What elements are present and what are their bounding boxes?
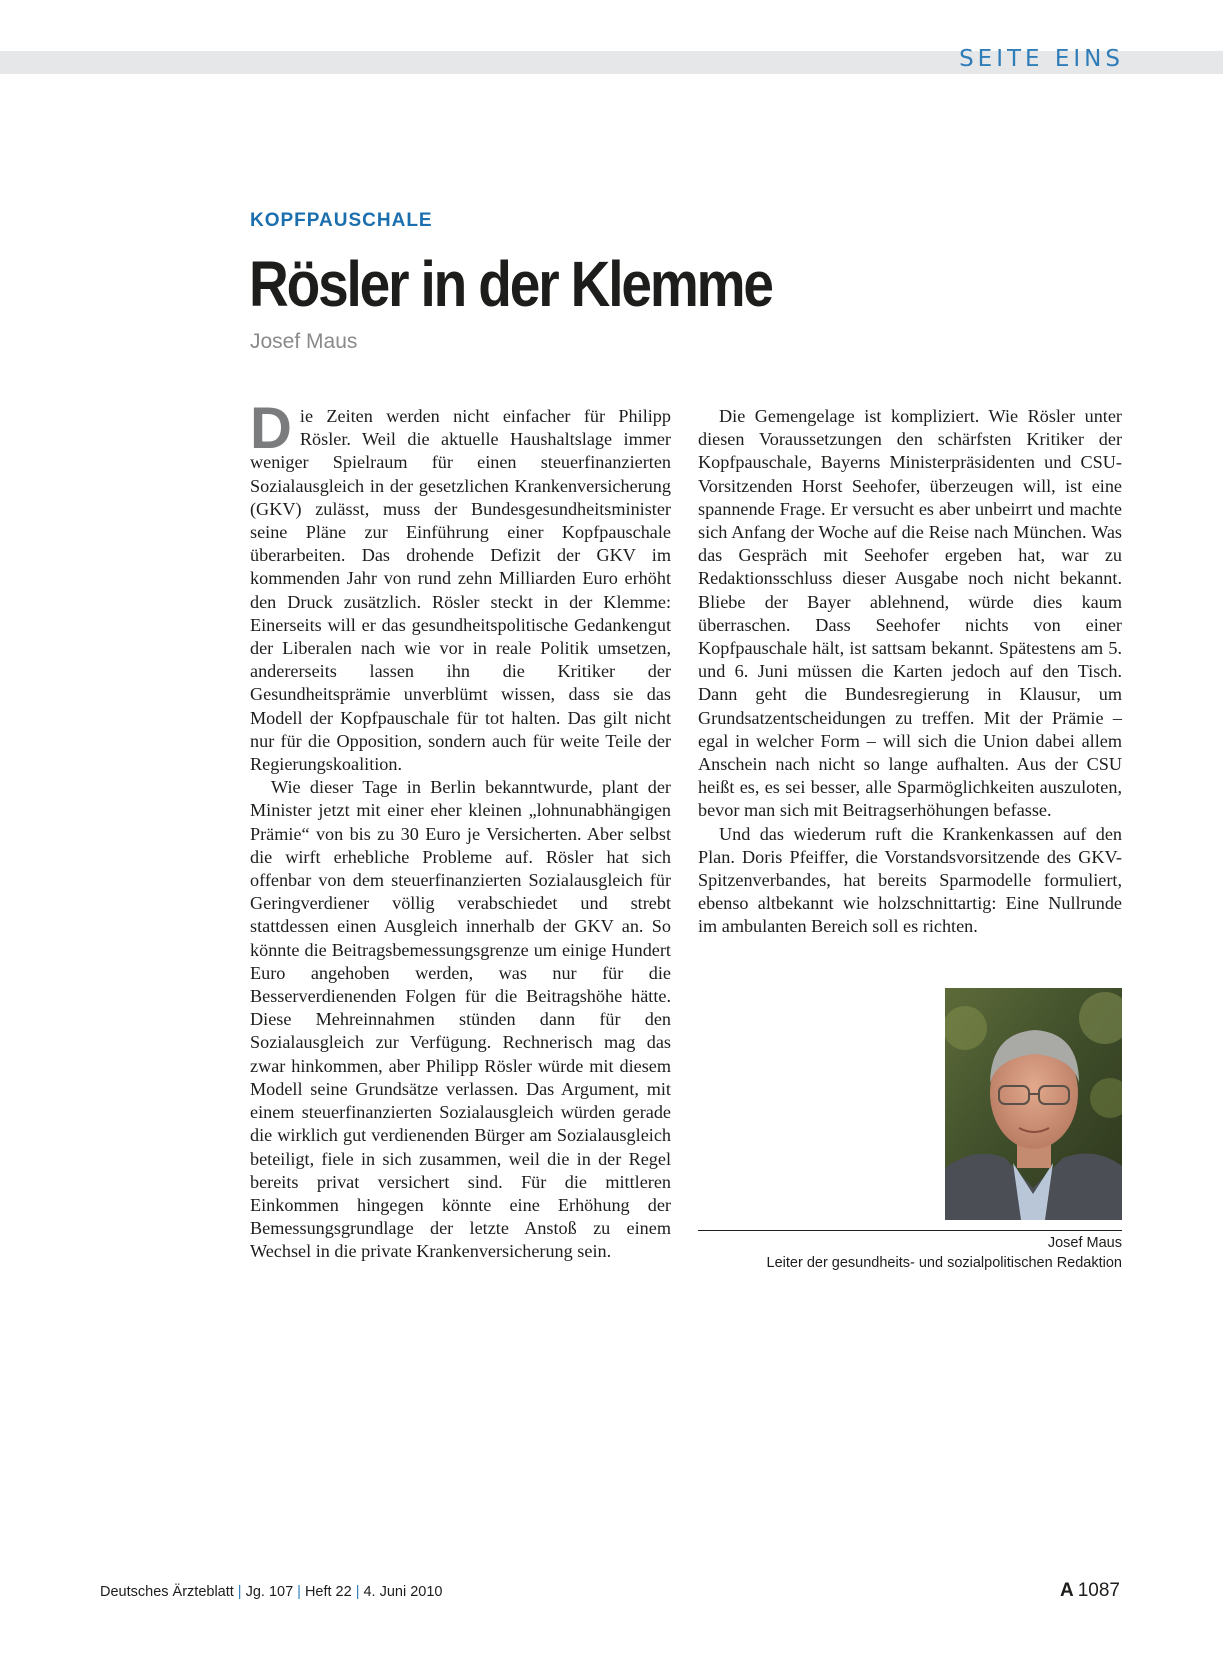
footer-separator: | — [237, 1584, 242, 1600]
footer-issue: Heft 22 — [304, 1584, 352, 1600]
article-column-left — [250, 396, 671, 1264]
paragraph-1 — [250, 396, 671, 776]
article-kicker: KOPFPAUSCHALE — [250, 210, 433, 231]
footer-separator: | — [355, 1584, 360, 1600]
footer-citation — [100, 1584, 442, 1600]
article-column-right — [698, 405, 1122, 939]
article-author: Josef Maus — [250, 330, 358, 353]
page-number-value: 1087 — [1077, 1580, 1120, 1601]
article-title: Rösler in der Klemme — [249, 248, 772, 320]
footer-publication: Deutsches Ärzteblatt — [100, 1584, 234, 1600]
page-prefix: A — [1059, 1580, 1074, 1601]
footer-separator: | — [297, 1584, 301, 1600]
caption-name: Josef Maus — [1047, 1235, 1122, 1251]
paragraph-4: Und das wiederum ruft die Krankenkassen auf den Plan. Doris Pfeiffer, die Vorstandsvorsitzende des GKV-Spitzenverbandes, hat bereits Sparmodelle formuliert, ebenso altbekannt wie holzschnittartig: Eine Nullrunde im ambulanten Bereich soll es richten. — [698, 823, 1122, 937]
caption-role: Leiter der gesundheits- und sozialpolitischen Redaktion — [766, 1255, 1122, 1271]
page-number — [1060, 1580, 1120, 1602]
footer-date: 4. Juni 2010 — [363, 1584, 443, 1600]
drop-cap: D — [250, 396, 292, 461]
author-photo — [945, 988, 1122, 1220]
paragraph-3: Die Gemengelage ist kompliziert. Wie Rösler unter diesen Voraussetzungen den schärfsten Kritiker der Kopfpauschale, Bayerns Ministerpräsidenten und CSU-Vorsitzenden Horst Seehofer, überzeugen will, ist eine spannende Frage. Er versucht es aber unbeirrt und machte sich Anfang der Woche auf die Reise nach München. Was das Gespräch mit Seehofer ergeben hat, war zu Redaktionsschluss dieser Ausgabe noch nicht bekannt. Bliebe der Bayer ablehnend, würde dies kaum überraschen. Dass Seehofer nichts von einer Kopfpauschale hält, ist sattsam bekannt. Spätestens am 5. und 6. Juni müssen die Karten jedoch auf den Tisch. Dann geht die Bundesregierung in Klausur, um Grundsatzentscheidungen zu treffen. Mit der Prämie – egal in welcher Form – will sich die Union dabei allem Anschein nach nicht so lange aufhalten. Aus der CSU heißt es, es sei besser, alle Sparmöglichkeiten auszuloten, bevor man sich mit Beitragserhöhungen befasse. — [698, 406, 1122, 821]
paragraph-2: Wie dieser Tage in Berlin bekanntwurde, plant der Minister jetzt mit einer eher kleinen „lohnunabhängigen Prämie“ von bis zu 30 Euro je Versicherten. Aber selbst die wirft erhebliche Probleme auf. Rösler hat sich offenbar von dem steuerfinanzierten Sozialausgleich für Geringverdiener völlig verabschiedet und strebt stattdessen einen Ausgleich innerhalb der GKV an. So könnte die Beitragsbemessungsgrenze um einige Hundert Euro angehoben werden, was nur für die Besserverdienenden Folgen für die Beitragshöhe hätte. Diese Mehreinnahmen stünden dann für den Sozialausgleich zur Verfügung. Rechnerisch mag das zwar hinkommen, aber Philipp Rösler würde mit diesem Modell seine Grundsätze verlassen. Das Argument, mit einem steuerfinanzierten Sozialausgleich würden gerade die wirklich gut verdienenden Bürger am Sozialausgleich beteiligt, fiele in sich zusammen, weil die in der Regel bereits privat versichert sind. Für die mittleren Einkommen hingegen könnte eine Erhöhung der Bemessungsgrundlage der letzte Anstoß zu einem Wechsel in die private Krankenversicherung sein. — [250, 777, 671, 1262]
section-title: SEITE EINS — [959, 46, 1124, 72]
footer-volume: Jg. 107 — [245, 1584, 294, 1600]
paragraph-1-text: ie Zeiten werden nicht einfacher für Philipp Rösler. Weil die aktuelle Haushaltslage immer weniger Spielraum für einen steuerfinanzierten Sozialausgleich in der gesetzlichen Krankenversicherung (GKV) zulässt, muss der Bundesgesundheitsminister seine Pläne zur Einführung einer Kopfpauschale überarbeiten. Das drohende Defizit der GKV im kommenden Jahr von rund zehn Milliarden Euro erhöht den Druck zusätzlich. Rösler steckt in der Klemme: Einerseits will er das gesundheitspolitische Gedankengut der Liberalen nach wie vor in reale Politik umsetzen, andererseits lassen ihn die Kritiker der Gesundheitsprämie unverblümt wissen, dass sie das Modell der Kopfpauschale für tot halten. Das gilt nicht nur für die Opposition, sondern auch für weite Teile der Regierungskoalition. — [250, 406, 671, 775]
caption-divider — [698, 1230, 1122, 1231]
